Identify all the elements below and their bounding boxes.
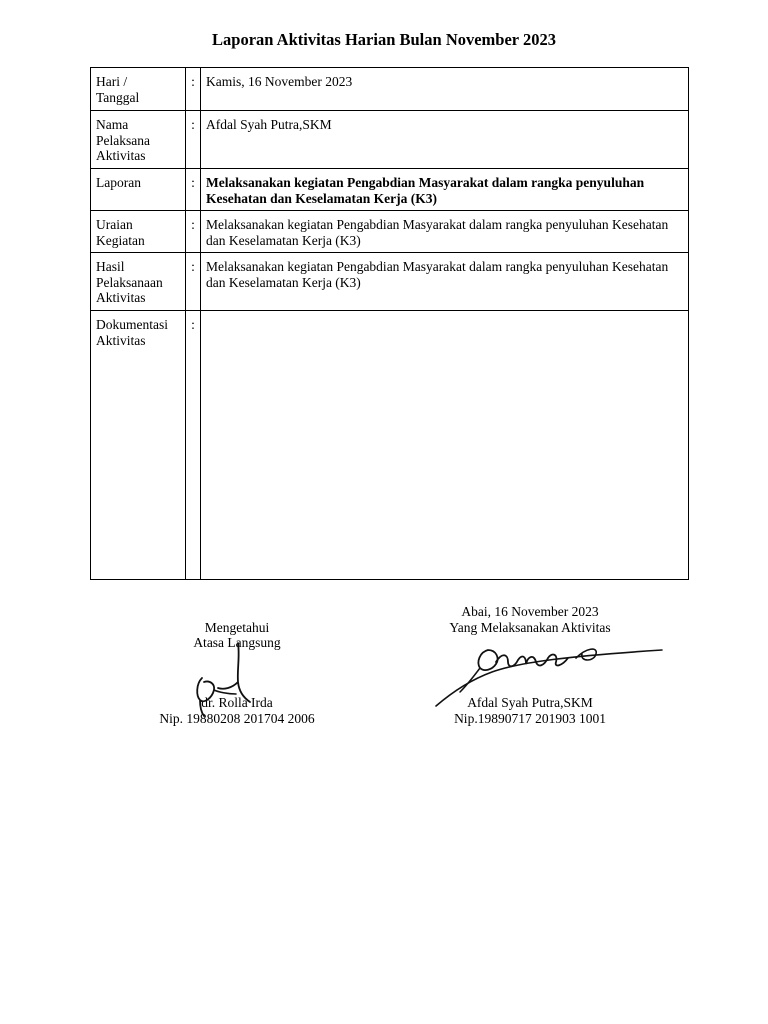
label-date: Hari / Tanggal	[91, 68, 186, 111]
separator: :	[186, 253, 201, 311]
value-executor-name: Afdal Syah Putra,SKM	[201, 111, 689, 169]
supervisor-nip: Nip. 19880208 201704 2006	[159, 711, 315, 726]
supervisor-name: dr. Rolla Irda	[201, 695, 273, 710]
executor-heading: Yang Melaksanakan Aktivitas	[449, 620, 611, 635]
executor-nip: Nip.19890717 201903 1001	[454, 711, 606, 726]
separator: :	[186, 169, 201, 211]
separator: :	[186, 211, 201, 253]
executor-name: Afdal Syah Putra,SKM	[467, 695, 593, 710]
signature-block-executor	[405, 0, 655, 1024]
executor-signature-image	[430, 636, 666, 712]
separator: :	[186, 311, 201, 580]
value-date: Kamis, 16 November 2023	[201, 68, 689, 111]
label-report: Laporan	[91, 169, 186, 211]
page-title: Laporan Aktivitas Harian Bulan November 2023	[212, 30, 556, 49]
label-executor-name: Nama Pelaksana Aktivitas	[91, 111, 186, 169]
supervisor-heading-1: Mengetahui	[204, 620, 270, 635]
value-report: Melaksanakan kegiatan Pengabdian Masyarakat dalam rangka penyuluhan Kesehatan dan Keselamatan Kerja (K3)	[201, 169, 689, 211]
label-activity-result: Hasil Pelaksanaan Aktivitas	[91, 253, 186, 311]
supervisor-heading-2: Atasa Langsung	[193, 635, 281, 650]
label-documentation: Dokumentasi Aktivitas	[91, 311, 186, 580]
value-activity-description: Melaksanakan kegiatan Pengabdian Masyarakat dalam rangka penyuluhan Kesehatan dan Keselamatan Kerja (K3)	[201, 211, 689, 253]
separator: :	[186, 68, 201, 111]
supervisor-signature-image	[188, 638, 268, 718]
value-activity-result: Melaksanakan kegiatan Pengabdian Masyarakat dalam rangka penyuluhan Kesehatan dan Keselamatan Kerja (K3)	[201, 253, 689, 311]
label-activity-description: Uraian Kegiatan	[91, 211, 186, 253]
signature-block-supervisor	[137, 0, 337, 1024]
separator: :	[186, 111, 201, 169]
executor-place-date: Abai, 16 November 2023	[461, 604, 599, 619]
